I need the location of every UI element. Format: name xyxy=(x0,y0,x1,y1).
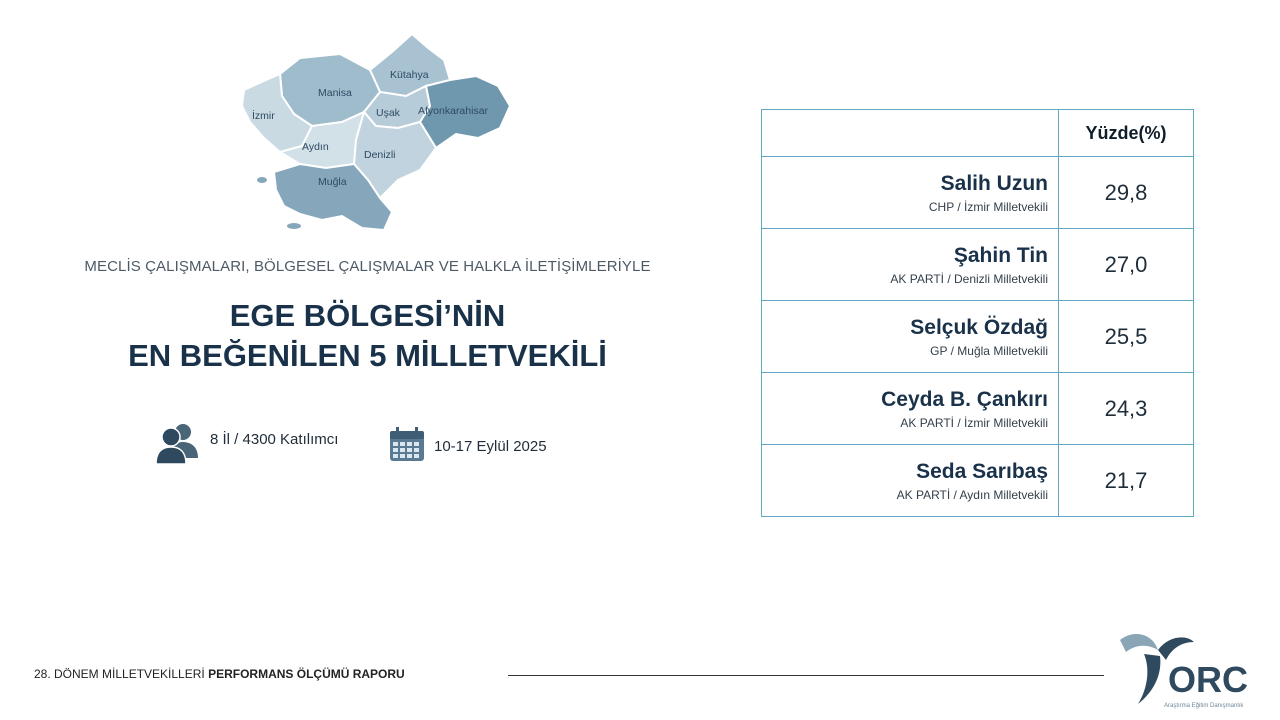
footer-report-name xyxy=(34,667,405,681)
table-row xyxy=(762,157,1194,229)
percent-value: 21,7 xyxy=(1059,445,1194,517)
mp-cell xyxy=(762,229,1059,301)
table-row xyxy=(762,373,1194,445)
footer-prefix: 28. DÖNEM MİLLETVEKİLLERİ xyxy=(34,667,209,681)
participants-info xyxy=(154,420,338,466)
map-label-afyonkarahisar: Afyonkarahisar xyxy=(418,105,489,117)
ege-region-map xyxy=(230,30,520,240)
table-header-row xyxy=(762,110,1194,157)
footer-divider xyxy=(508,675,1104,676)
map-svg xyxy=(230,30,520,240)
mp-cell xyxy=(762,373,1059,445)
map-label-mugla: Muğla xyxy=(318,176,347,188)
percent-value: 24,3 xyxy=(1059,373,1194,445)
title-line-2: EN BEĞENİLEN 5 MİLLETVEKİLİ xyxy=(128,338,607,373)
map-label-manisa: Manisa xyxy=(318,87,352,99)
header-empty-cell xyxy=(762,110,1059,157)
report-subtitle: MECLİS ÇALIŞMALARI, BÖLGESEL ÇALIŞMALAR VE HALKLA İLETİŞİMLERİYLE xyxy=(84,258,651,275)
mp-name: Ceyda B. Çankırı xyxy=(881,388,1048,411)
mp-party: GP / Muğla Milletvekili xyxy=(930,344,1048,358)
map-label-kutahya: Kütahya xyxy=(390,69,429,81)
table-row xyxy=(762,301,1194,373)
calendar-icon xyxy=(389,426,425,462)
mp-name: Selçuk Özdağ xyxy=(910,316,1048,339)
mp-name: Salih Uzun xyxy=(940,172,1048,195)
people-icon xyxy=(154,420,200,466)
percent-value: 29,8 xyxy=(1059,157,1194,229)
date-info xyxy=(389,426,547,462)
orc-logo xyxy=(1112,628,1262,712)
title-line-1: EGE BÖLGESİ’NİN xyxy=(229,298,506,333)
map-label-denizli: Denizli xyxy=(364,149,396,161)
mp-party: CHP / İzmir Milletvekili xyxy=(928,200,1048,214)
date-text: 10-17 Eylül 2025 xyxy=(434,437,547,455)
map-island xyxy=(287,223,301,229)
mp-name: Seda Sarıbaş xyxy=(916,460,1048,483)
ranking-table xyxy=(761,109,1194,517)
mp-party: AK PARTİ / İzmir Milletvekili xyxy=(900,416,1048,430)
orc-logo-svg xyxy=(1112,628,1262,712)
map-label-usak: Uşak xyxy=(376,107,400,119)
mp-party: AK PARTİ / Aydın Milletvekili xyxy=(896,488,1048,502)
header-percent: Yüzde(%) xyxy=(1059,110,1194,157)
table-row xyxy=(762,229,1194,301)
table-row xyxy=(762,445,1194,517)
map-label-aydin: Aydın xyxy=(302,141,329,153)
footer-bold: PERFORMANS ÖLÇÜMÜ RAPORU xyxy=(208,667,405,681)
logo-text: ORC xyxy=(1168,659,1248,700)
mp-cell xyxy=(762,301,1059,373)
logo-tagline: Araştırma Eğitim Danışmanlık xyxy=(1164,703,1244,709)
mp-cell xyxy=(762,445,1059,517)
mp-party: AK PARTİ / Denizli Milletvekili xyxy=(890,272,1048,286)
map-island xyxy=(257,177,267,183)
mp-cell xyxy=(762,157,1059,229)
percent-value: 25,5 xyxy=(1059,301,1194,373)
mp-name: Şahin Tin xyxy=(953,244,1048,267)
table-body xyxy=(762,157,1194,517)
percent-value: 27,0 xyxy=(1059,229,1194,301)
participants-text: 8 İl / 4300 Katılımcı xyxy=(210,430,339,448)
map-label-izmir: İzmir xyxy=(252,110,275,122)
report-title xyxy=(0,296,735,376)
map-island xyxy=(244,96,256,104)
